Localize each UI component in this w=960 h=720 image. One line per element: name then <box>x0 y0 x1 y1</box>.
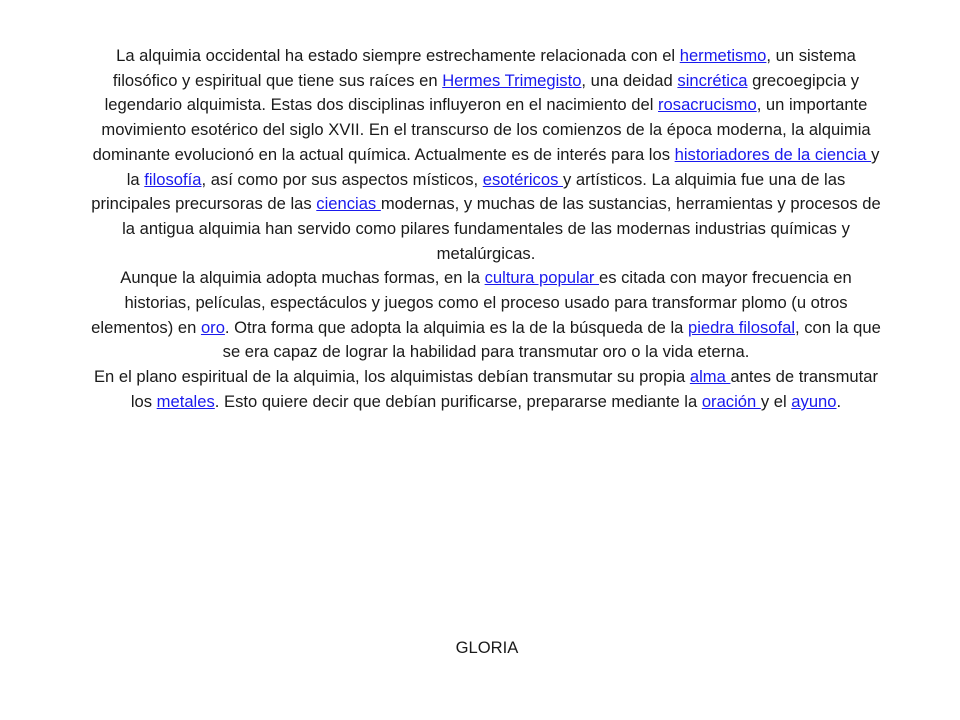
link-historiadores-de-la-ciencia[interactable]: historiadores de la ciencia <box>674 144 872 164</box>
link-oro[interactable]: oro <box>200 317 225 337</box>
link-cultura-popular[interactable]: cultura popular <box>484 268 599 288</box>
link-oracion[interactable]: oración <box>701 391 761 411</box>
paragraph-cultura-popular <box>88 266 884 365</box>
text-segment: , un importante movimiento esotérico del siglo XVII. En el transcurso de los comienzos de la época moderna, la alquimia dominante evolucionó en la actual química. Actualmente es de interés para los <box>92 95 871 164</box>
text-segment: antes de transmutar los <box>130 367 879 411</box>
text-segment: Aunque la alquimia adopta muchas formas, en la <box>120 268 485 288</box>
link-piedra-filosofal[interactable]: piedra filosofal <box>688 317 796 337</box>
text-segment: , un sistema filosófico y espiritual que tiene sus raíces en <box>112 46 856 90</box>
text-segment: modernas, y muchas de las sustancias, herramientas y procesos de la antigua alquimia han servido como pilares fundamentales de las modernas industrias químicas y metalúrgicas. <box>122 194 881 263</box>
text-segment: y el <box>760 391 792 411</box>
text-segment: , una deidad <box>581 70 678 90</box>
text-segment: . Esto quiere decir que debían purificarse, prepararse mediante la <box>214 391 702 411</box>
link-sincretica[interactable]: sincrética <box>677 70 748 90</box>
body-text <box>88 44 884 415</box>
text-segment: , con la que se era capaz de lograr la habilidad para transmutar oro o la vida eterna. <box>222 317 881 362</box>
link-rosacrucismo[interactable]: rosacrucismo <box>658 95 757 115</box>
text-segment: . <box>836 391 842 411</box>
text-segment: es citada con mayor frecuencia en historias, películas, espectáculos y juegos como el proceso usado para transformar plomo (u otros elementos) en <box>91 268 852 337</box>
link-hermetismo[interactable]: hermetismo <box>679 46 767 65</box>
link-ayuno[interactable]: ayuno <box>791 391 837 411</box>
paragraph-alquimia-hermetismo <box>88 44 884 266</box>
link-ciencias[interactable]: ciencias <box>316 194 381 214</box>
text-segment: y la <box>126 144 880 189</box>
text-segment: y artísticos. La alquimia fue una de las principales precursoras de las <box>91 169 846 214</box>
link-filosofia[interactable]: filosofía <box>144 169 202 189</box>
author-name: GLORIA <box>455 638 519 657</box>
text-segment: grecoegipcia y legendario alquimista. Estas dos disciplinas influyeron en el nacimiento del <box>104 70 860 115</box>
text-segment: En el plano espiritual de la alquimia, los alquimistas debían transmutar su propia <box>93 367 690 387</box>
text-segment: , así como por sus aspectos místicos, <box>201 169 483 189</box>
link-esotericos[interactable]: esotéricos <box>482 169 563 189</box>
text-segment: La alquimia occidental ha estado siempre estrechamente relacionada con el <box>116 46 680 65</box>
link-hermes-trimegisto[interactable]: Hermes Trimegisto <box>442 70 582 90</box>
paragraph-plano-espiritual <box>88 365 884 414</box>
link-alma[interactable]: alma <box>689 367 731 387</box>
link-metales[interactable]: metales <box>156 391 215 411</box>
text-segment: . Otra forma que adopta la alquimia es la de la búsqueda de la <box>224 317 688 337</box>
